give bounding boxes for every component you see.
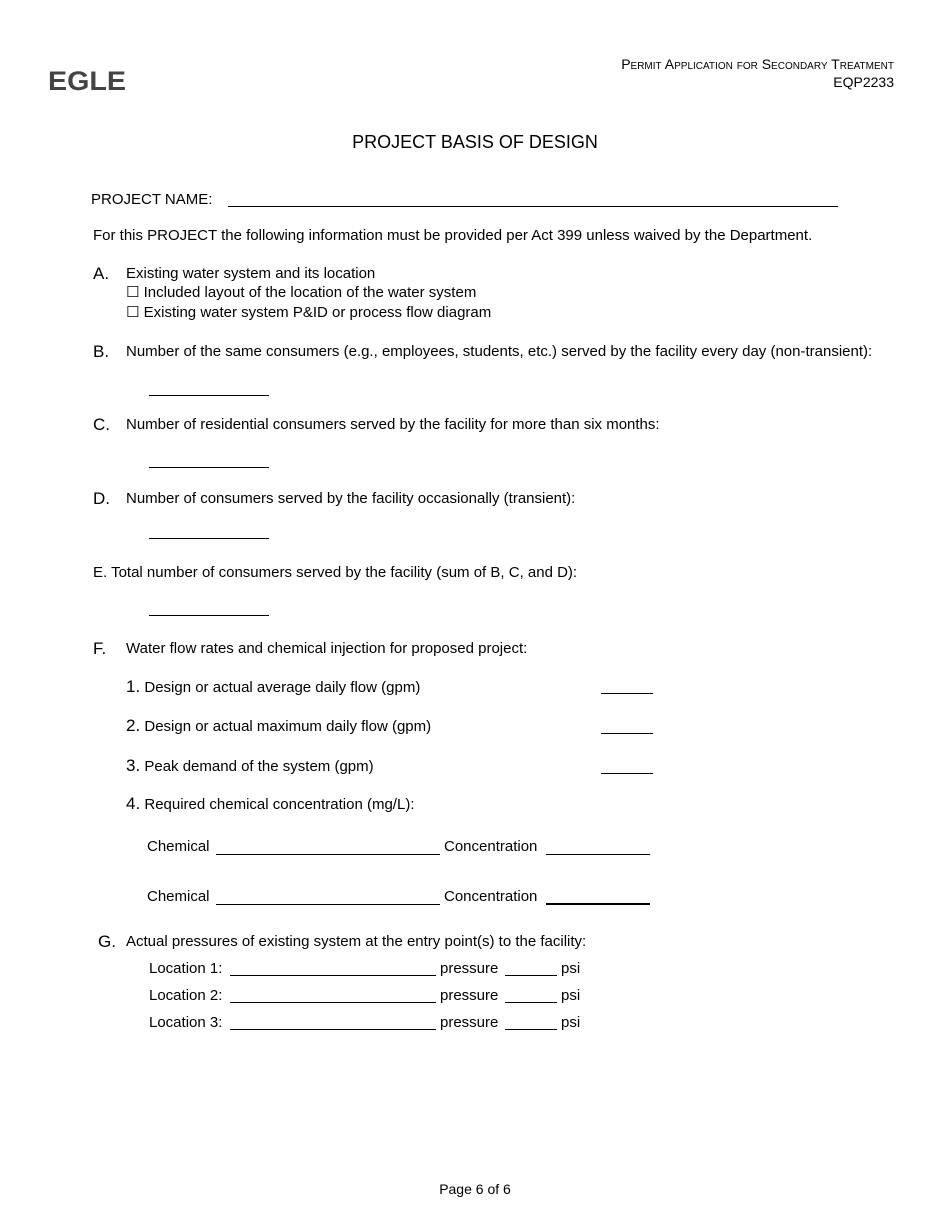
section-d-text: Number of consumers served by the facility occasionally (transient): [126, 490, 576, 507]
form-number: EQP2233 [833, 74, 894, 90]
psi-unit: psi [561, 987, 581, 1004]
section-g-letter: G. [98, 932, 116, 951]
pressure-1-field[interactable] [505, 975, 557, 976]
section-b-letter: B. [93, 342, 110, 361]
location-3-field[interactable] [230, 1029, 436, 1030]
flow-item-3 [126, 757, 374, 776]
section-b-field[interactable] [149, 395, 269, 396]
pressure-3-field[interactable] [505, 1029, 557, 1030]
checkbox-label: Existing water system P&ID or process flow diagram [143, 304, 492, 321]
pressure-label: pressure [440, 960, 499, 977]
location-1-field[interactable] [230, 975, 436, 976]
flow-item-2-field[interactable] [601, 733, 653, 734]
flow-item-3-field[interactable] [601, 773, 653, 774]
chemical-label: Chemical [147, 888, 210, 905]
form-title: Permit Application for Secondary Treatment [621, 56, 894, 72]
page-number: Page 6 of 6 [439, 1181, 511, 1197]
flow-item-1 [126, 678, 420, 697]
flow-item-4 [126, 795, 414, 814]
flow-item-label: Peak demand of the system (gpm) [144, 758, 374, 775]
checkbox-icon: ☐ [126, 304, 140, 321]
flow-item-2 [126, 717, 431, 736]
section-e-field[interactable] [149, 615, 269, 616]
section-a-letter: A. [93, 264, 110, 283]
section-f-letter: F. [93, 639, 107, 658]
checkbox-layout[interactable] [126, 284, 476, 302]
section-b-text: Number of the same consumers (e.g., employees, students, etc.) served by the facility every day (non-transient): [126, 343, 873, 360]
flow-item-number: 4. [126, 794, 141, 813]
flow-item-number: 2. [126, 716, 141, 735]
project-name-label: PROJECT NAME: [91, 191, 213, 208]
flow-item-number: 3. [126, 756, 141, 775]
location-label: Location 3: [149, 1014, 223, 1031]
flow-item-label: Design or actual maximum daily flow (gpm) [144, 718, 432, 735]
chemical-field-2[interactable] [216, 904, 440, 905]
pressure-2-field[interactable] [505, 1002, 557, 1003]
flow-item-label: Design or actual average daily flow (gpm) [144, 679, 421, 696]
section-g-text: Actual pressures of existing system at the entry point(s) to the facility: [126, 933, 587, 950]
concentration-label: Concentration [444, 838, 538, 855]
page-title: PROJECT BASIS OF DESIGN [352, 132, 598, 152]
chemical-field-1[interactable] [216, 854, 440, 855]
location-label: Location 1: [149, 960, 223, 977]
psi-unit: psi [561, 960, 581, 977]
section-e-text: E. Total number of consumers served by the facility (sum of B, C, and D): [93, 564, 578, 581]
checkbox-label: Included layout of the location of the water system [143, 284, 477, 301]
checkbox-pid[interactable] [126, 304, 491, 322]
pressure-label: pressure [440, 987, 499, 1004]
flow-item-label: Required chemical concentration (mg/L): [144, 796, 415, 813]
psi-unit: psi [561, 1014, 581, 1031]
concentration-field-1[interactable] [546, 854, 650, 855]
section-c-letter: C. [93, 415, 110, 434]
section-c-text: Number of residential consumers served by the facility for more than six months: [126, 416, 660, 433]
section-a-text: Existing water system and its location [126, 265, 376, 282]
pressure-label: pressure [440, 1014, 499, 1031]
section-d-field[interactable] [149, 538, 269, 539]
intro-text: For this PROJECT the following information must be provided per Act 399 unless waived by the Department. [93, 227, 813, 244]
egle-logo-text: EGLE [48, 69, 126, 93]
egle-logo [48, 69, 128, 93]
location-2-field[interactable] [230, 1002, 436, 1003]
flow-item-1-field[interactable] [601, 693, 653, 694]
section-d-letter: D. [93, 489, 110, 508]
project-name-field[interactable] [228, 206, 838, 207]
chemical-label: Chemical [147, 838, 210, 855]
section-c-field[interactable] [149, 467, 269, 468]
concentration-field-2[interactable] [546, 903, 650, 905]
checkbox-icon: ☐ [126, 284, 140, 301]
flow-item-number: 1. [126, 677, 141, 696]
section-f-text: Water flow rates and chemical injection for proposed project: [126, 640, 528, 657]
concentration-label: Concentration [444, 888, 538, 905]
location-label: Location 2: [149, 987, 223, 1004]
